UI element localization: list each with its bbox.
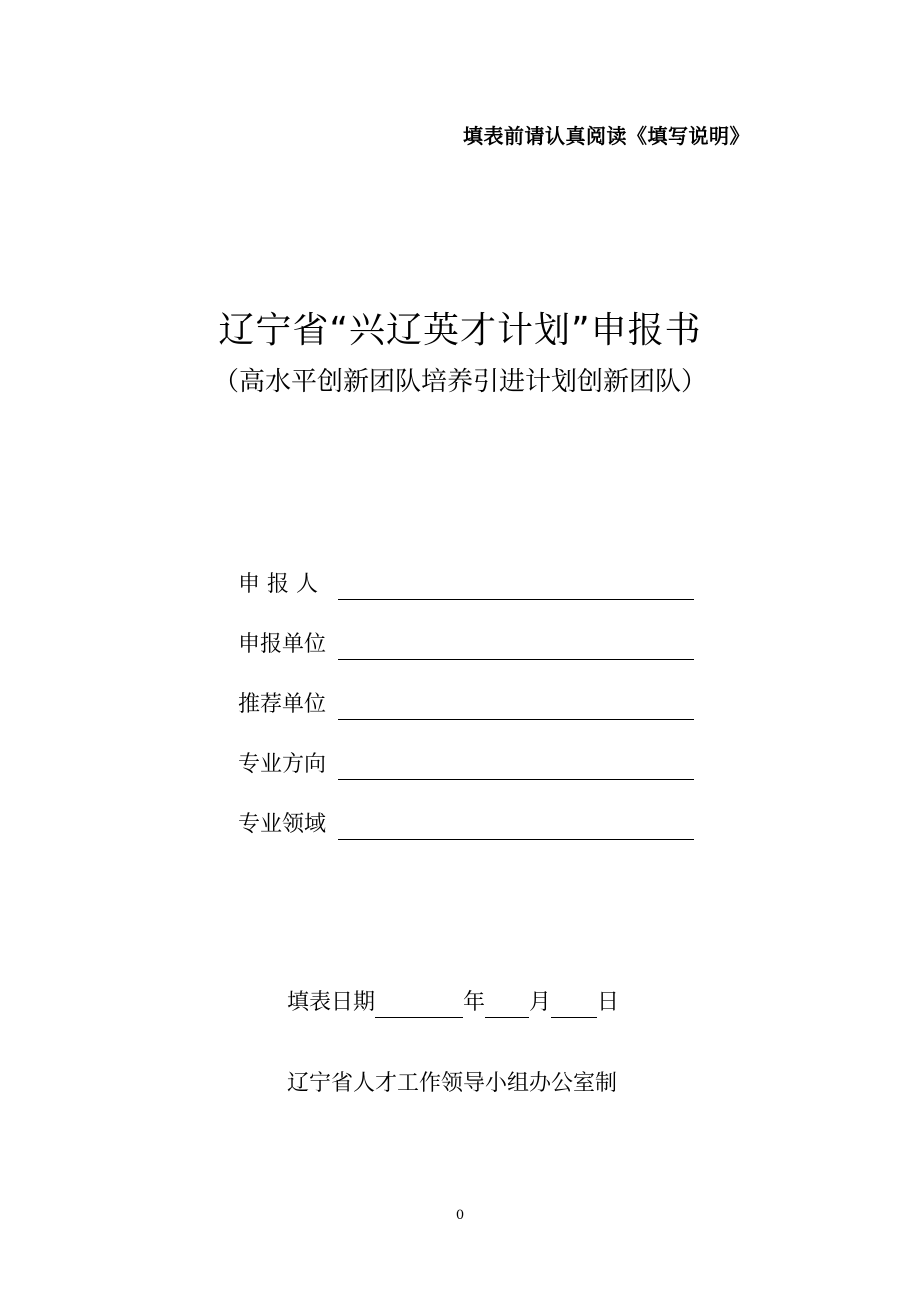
field-specialty-domain [238,780,694,840]
fill-date-year-blank[interactable] [375,991,463,1018]
fill-date-month-blank[interactable] [485,991,529,1018]
field-applicant [238,540,694,600]
field-applying-unit [238,600,694,660]
page-number: 0 [455,1208,465,1223]
fill-date-month-label: 月 [529,990,552,1015]
field-recommending-unit [238,660,694,720]
fill-date-label: 填表日期 [287,990,376,1015]
field-recommending-unit-label: 推荐单位 [238,692,327,717]
document-subtitle: （高水平创新团队培养引进计划创新团队） [212,367,707,397]
fill-date-day-blank[interactable] [551,991,597,1018]
reading-note: 填表前请认真阅读《填写说明》 [463,124,750,148]
fill-date [287,988,619,1018]
document-title: 辽宁省“兴辽英才计划”申报书 [218,310,702,351]
field-applying-unit-label: 申报单位 [238,632,327,657]
field-applying-unit-input-line[interactable] [338,631,694,660]
field-applicant-input-line[interactable] [338,571,694,600]
field-specialty-direction-input-line[interactable] [338,751,694,780]
issuing-office: 辽宁省人才工作领导小组办公室制 [287,1071,618,1096]
field-specialty-direction-label: 专业方向 [238,752,327,777]
field-specialty-direction [238,720,694,780]
field-specialty-domain-label: 专业领域 [238,812,327,837]
field-specialty-domain-input-line[interactable] [338,811,694,840]
field-applicant-label: 申 报 人 [238,572,318,597]
applicant-fields [238,540,694,840]
fill-date-year-label: 年 [463,990,486,1015]
fill-date-day-label: 日 [597,990,620,1015]
field-recommending-unit-input-line[interactable] [338,691,694,720]
